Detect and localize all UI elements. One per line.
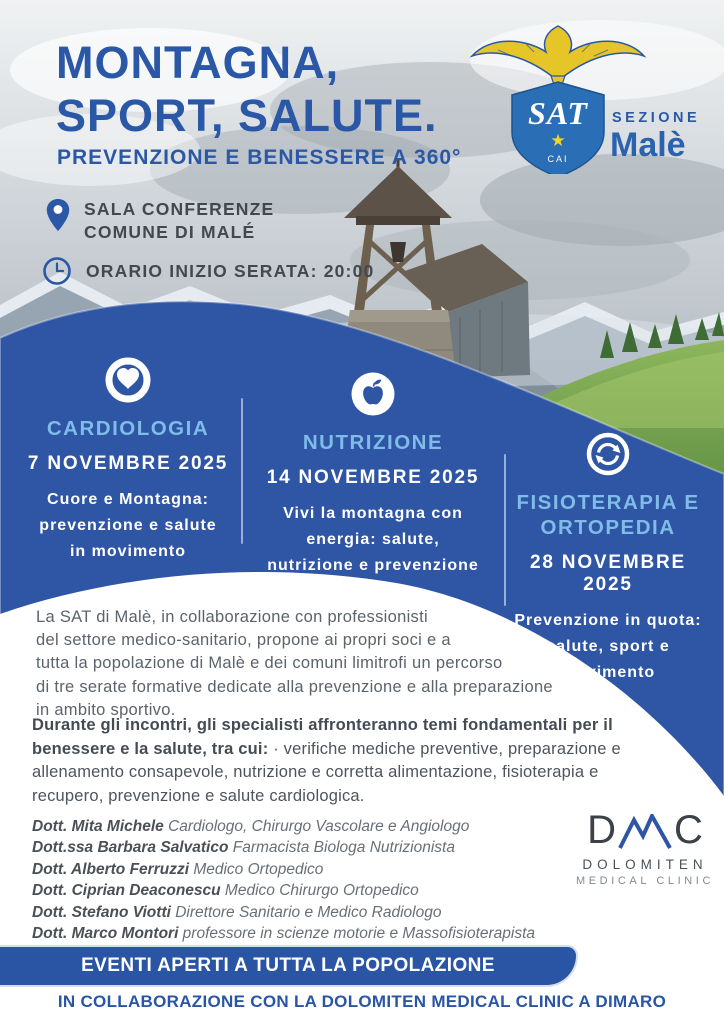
heart-icon [104, 356, 152, 404]
card-title: CARDIOLOGIA [46, 417, 210, 440]
speaker-row: Dott. Stefano Viotti Direttore Sanitario e Medico Radiologo [32, 903, 442, 921]
topics-paragraph [32, 714, 621, 808]
card-title: FISIOTERAPIA E ORTOPEDIA [516, 491, 700, 539]
clock-icon [42, 256, 72, 286]
card-desc-line: salute, sport e [546, 638, 670, 655]
topics-line: allenamento consapevole, nutrizione e corretta alimentazione, fisioterapia e [32, 763, 599, 782]
card-desc-line: Cuore e Montagna: [47, 491, 209, 508]
card-date: 7 NOVEMBRE 2025 [27, 453, 229, 474]
sat-logo [468, 24, 714, 174]
intro-line: in ambito sportivo. [36, 700, 176, 719]
speaker-row: Dott. Alberto Ferruzzi Medico Ortopedico [32, 860, 324, 878]
apple-icon [349, 370, 397, 418]
intro-line: tutta la popolazione di Malè e dei comuni limitrofi un percorso [36, 654, 503, 673]
speaker-row: Dott. Ciprian Deaconescu Medico Chirurgo Ortopedico [32, 882, 419, 900]
card-desc-line: Prevenzione in quota: [514, 612, 702, 629]
card-desc-line: Vivi la montagna con [283, 505, 463, 522]
intro-line: La SAT di Malè, in collaborazione con professionisti [36, 608, 428, 626]
title-line2: SPORT, SALUTE. [56, 90, 438, 141]
speakers-list [32, 816, 535, 944]
venue-line1: SALA CONFERENZE [84, 199, 275, 219]
svg-text:★: ★ [550, 131, 566, 150]
open-events-banner [0, 945, 578, 987]
logo-section-name: Malè [610, 126, 686, 164]
intro-line: di tre serate formative dedicate alla prevenzione e alla preparazione [36, 677, 553, 696]
speaker-row: Dott.ssa Barbara Salvatico Farmacista Biologa Nutrizionista [32, 839, 455, 857]
card-date: 28 NOVEMBRE 2025 [529, 552, 686, 595]
time-info [42, 256, 374, 286]
topics-line: recupero, prevenzione e salute cardiologica. [32, 786, 365, 805]
speaker-row: Dott. Mita Michele Cardiologo, Chirurgo Vascolare e Angiologo [32, 818, 470, 835]
topics-line: benessere e la salute, tra cui: · verifiche mediche preventive, preparazione e [32, 739, 621, 758]
card-desc-line: movimento [560, 664, 656, 681]
time-text: ORARIO INIZIO SERATA: 20:00 [86, 260, 375, 281]
card-desc-line: energia: salute, [306, 531, 440, 548]
speaker-row: Dott. Marco Montori professore in scienze motorie e Massofisioterapista [32, 925, 536, 943]
intro-line: del settore medico-sanitario, propone ai propri soci e a [36, 631, 451, 650]
card-divider [241, 398, 243, 544]
sat-shield-icon [512, 82, 604, 174]
collaboration-footer: IN COLLABORAZIONE CON LA DOLOMITEN MEDICAL CLINIC A DIMARO [57, 992, 667, 1011]
dmc-letter-c: C [674, 808, 703, 852]
card-desc-line: prevenzione e salute [39, 517, 217, 534]
intro-paragraph [36, 606, 553, 722]
dmc-subname: MEDICAL CLINIC [575, 875, 714, 887]
mountain-m-icon [618, 814, 672, 850]
card-desc-line: in movimento [69, 543, 186, 560]
title-line1: MONTAGNA, [56, 37, 340, 88]
banner-text: EVENTI APERTI A TUTTA LA POPOLAZIONE [81, 955, 495, 976]
cycle-arrows-icon [584, 430, 632, 478]
logo-section-label: SEZIONE [612, 110, 701, 126]
svg-text:CAI: CAI [547, 154, 569, 164]
card-title: NUTRIZIONE [302, 431, 444, 454]
dmc-letter-d: D [587, 808, 616, 852]
dmc-name: DOLOMITEN [582, 857, 708, 872]
card-date: 14 NOVEMBRE 2025 [266, 467, 480, 488]
location-pin-icon [46, 198, 70, 232]
topics-line: Durante gli incontri, gli specialisti affronteranno temi fondamentali per il [32, 716, 613, 734]
poster-title [56, 36, 516, 142]
card-desc-line: nutrizione e prevenzione [267, 557, 479, 574]
svg-text:SAT: SAT [528, 95, 588, 131]
venue-line2: COMUNE DI MALÉ [84, 222, 256, 242]
dolomiten-medical-clinic-logo [572, 808, 718, 887]
poster-subtitle: PREVENZIONE E BENESSERE A 360° [57, 146, 462, 169]
venue-info [46, 198, 274, 244]
event-card-cardiologia [20, 356, 236, 565]
event-card-nutrizione [260, 370, 486, 579]
